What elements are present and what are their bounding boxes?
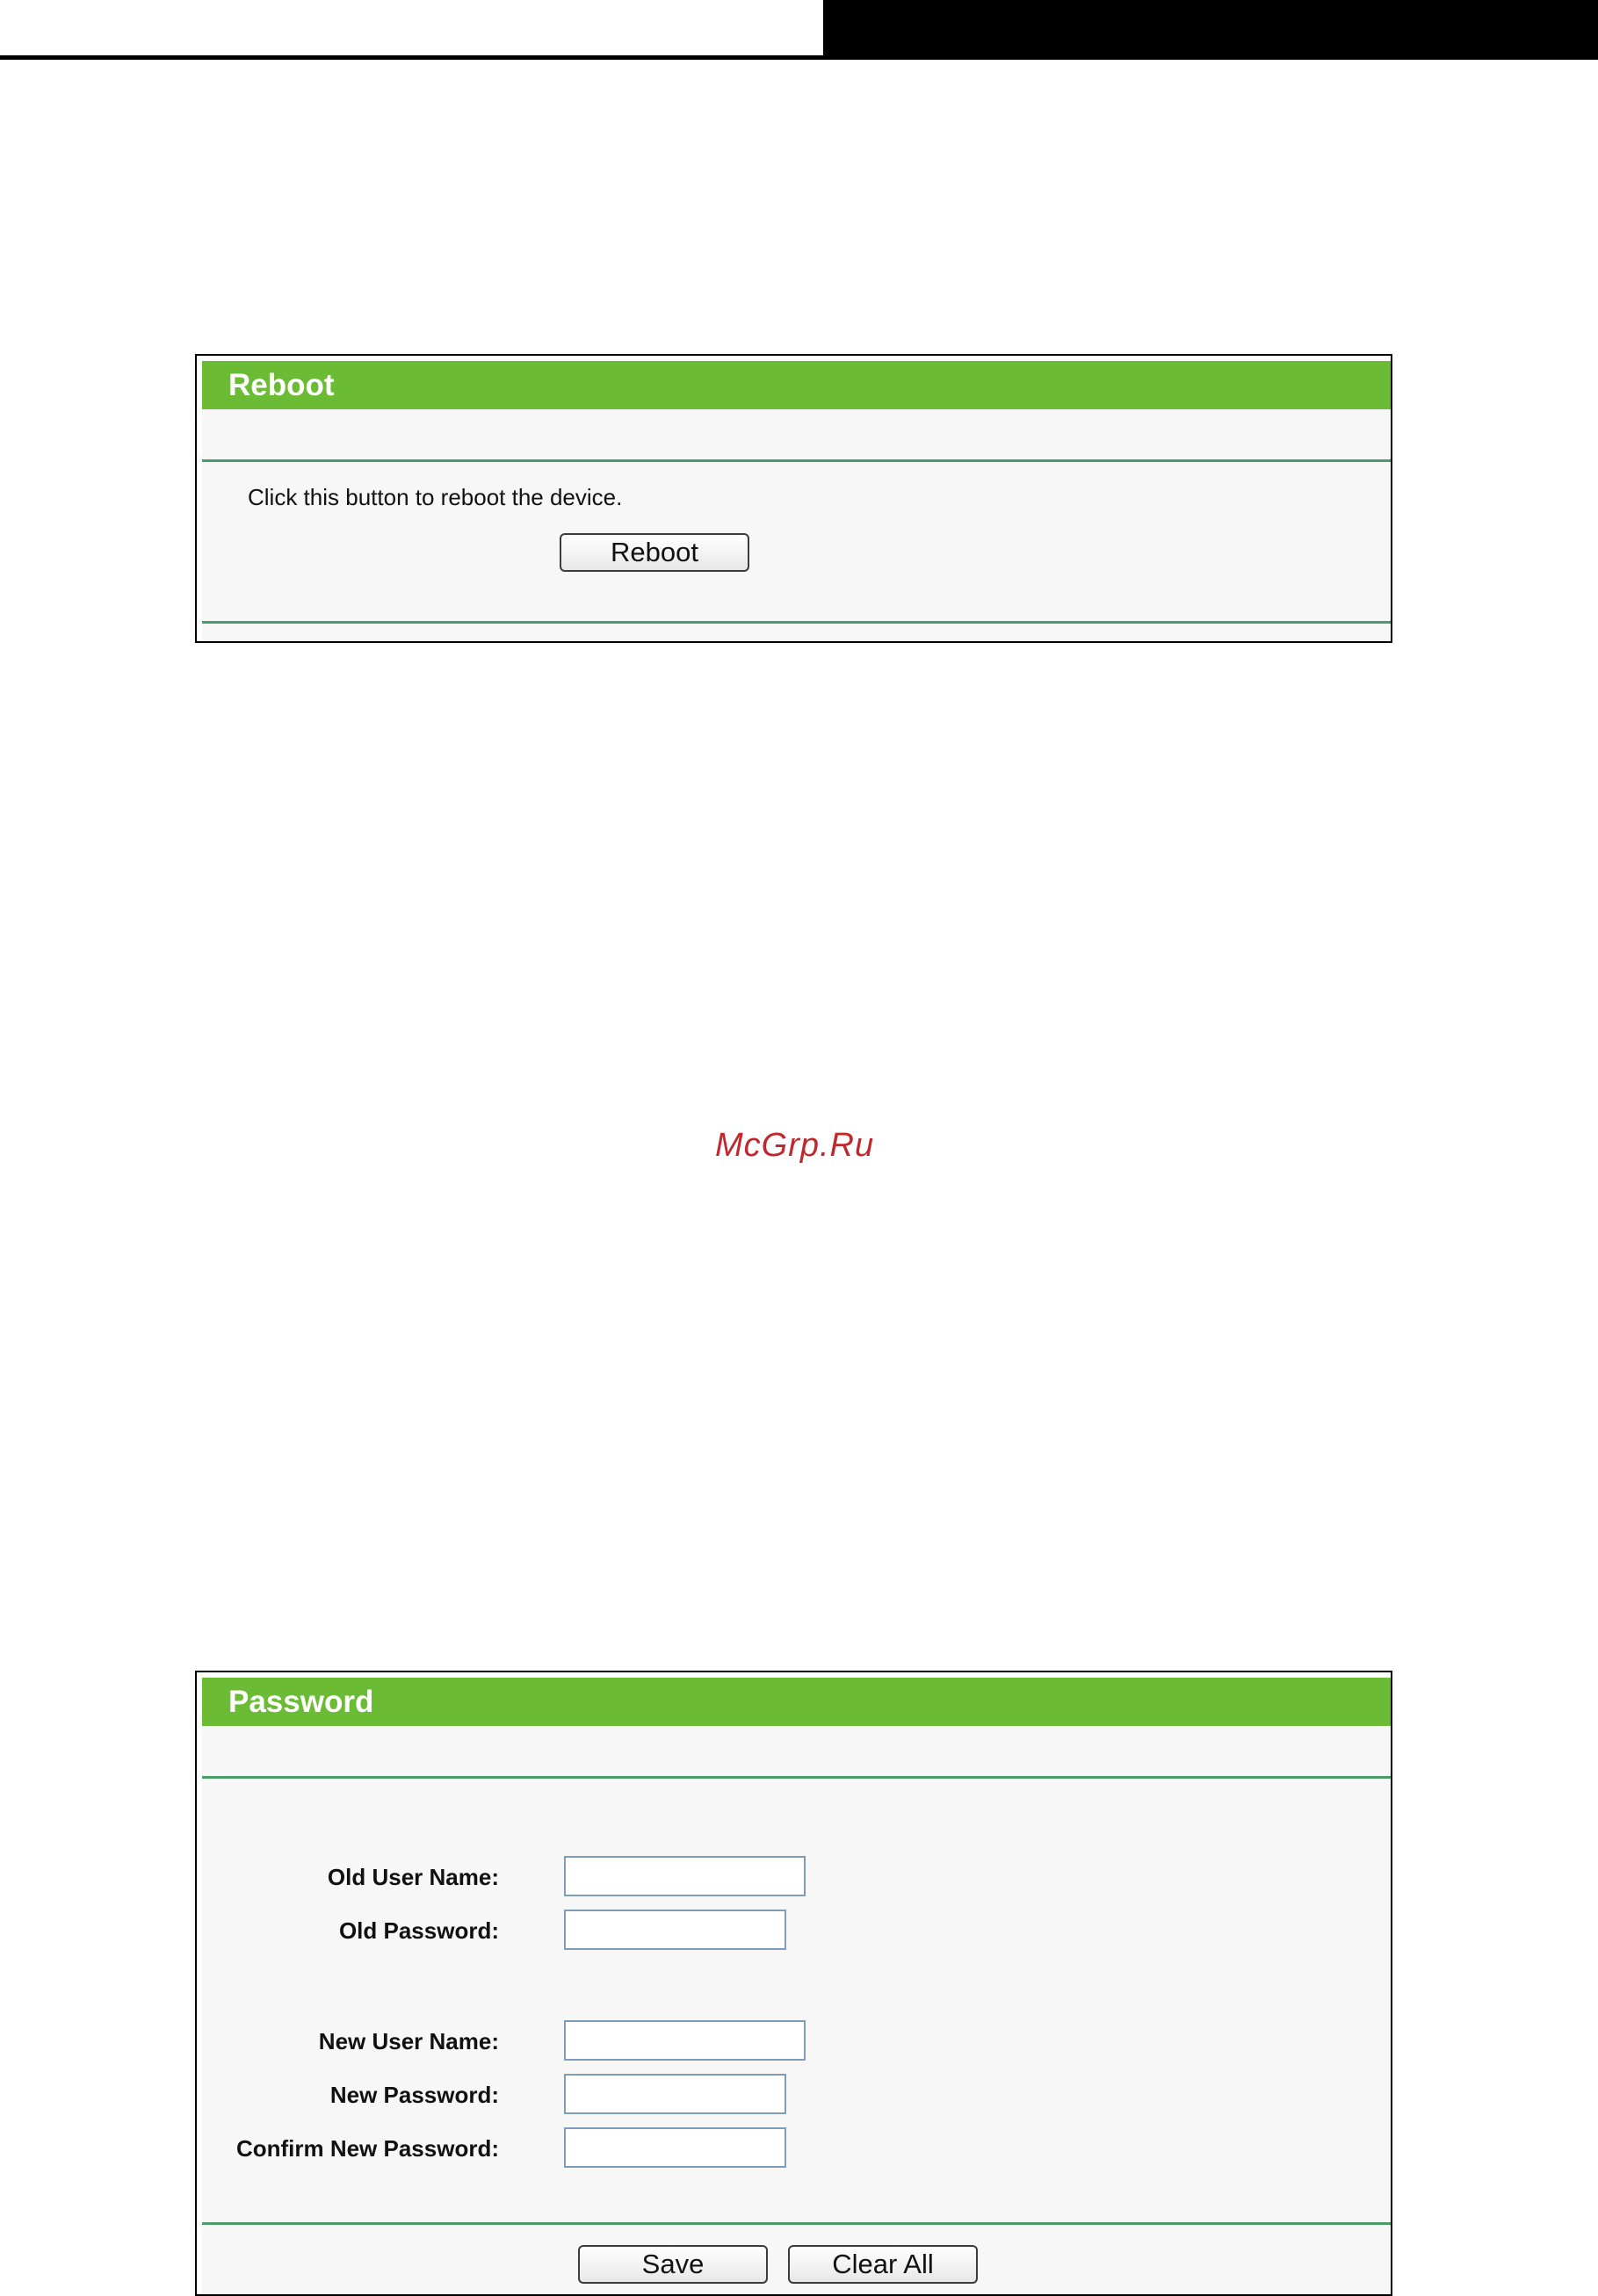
page-header-bar — [823, 0, 1598, 55]
reboot-panel-title: Reboot — [202, 361, 1391, 409]
old-user-name-label: Old User Name: — [327, 1864, 499, 1890]
clear-all-button[interactable]: Clear All — [788, 2245, 978, 2284]
reboot-description: Click this button to reboot the device. — [248, 484, 623, 510]
reboot-panel — [195, 354, 1392, 643]
new-user-name-input[interactable] — [564, 2020, 806, 2061]
reboot-button[interactable]: Reboot — [560, 533, 749, 572]
confirm-new-password-label: Confirm New Password: — [235, 2135, 499, 2162]
reboot-bottom-divider — [202, 621, 1391, 624]
old-password-label: Old Password: — [338, 1917, 499, 1944]
old-password-input[interactable] — [564, 1910, 786, 1950]
new-password-label: New Password: — [329, 2082, 499, 2108]
password-top-divider — [202, 1776, 1391, 1779]
password-panel-body — [202, 1678, 1391, 2294]
password-panel — [195, 1671, 1392, 2296]
password-panel-title: Password — [202, 1678, 1391, 1726]
reboot-panel-body — [202, 361, 1391, 641]
confirm-new-password-input[interactable] — [564, 2127, 786, 2168]
reboot-top-divider — [202, 459, 1391, 462]
save-button[interactable]: Save — [578, 2245, 768, 2284]
new-user-name-label: New User Name: — [318, 2028, 499, 2054]
old-user-name-input[interactable] — [564, 1856, 806, 1896]
page-header-rule — [0, 55, 1598, 60]
new-password-input[interactable] — [564, 2074, 786, 2114]
watermark-text: McGrp.Ru — [715, 1127, 875, 1164]
password-bottom-divider — [202, 2222, 1391, 2225]
